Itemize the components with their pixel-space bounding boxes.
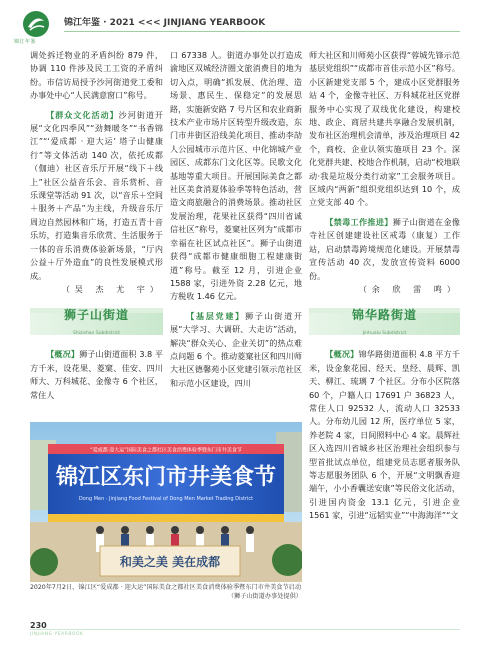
shizishan-banner bbox=[30, 304, 163, 338]
column-1 bbox=[30, 49, 163, 419]
col1-paragraph-1: 调处拆迁物业的矛盾纠纷 879 件，协调 110 件涉及民工工资的矛盾纠纷。市信访局授予沙河街道党工委和办事处中心“人民满意窗口”称号。 bbox=[30, 50, 163, 101]
col3-paragraph-1: 师大社区和川师苑小区获得“蓉城先锋示范基层党组织”“成都市首佳示范小区”称号。小区新建党支部 5 个，建成小区党群服务站 4 个，金像寺社区、万科城花社区党群服务中心实现了双线优化建设，构建校地、政企、商居共建共享融合发展机制，发布社区治理机会清单，涉及治理项目 42 个，商校、企业认领实施项目 23 个。深化党群共建、校地合作机制，启动“校地联动·我是垃圾分类行动家”工会服务项目。区域内“两新”组织党组织达到 10 个，成立党支部 40 个。 bbox=[309, 50, 460, 208]
col3-paragraph-drug bbox=[309, 216, 460, 283]
col3-drug-text: 狮子山街道在金像寺社区创建建设社区戒毒（康复）工作站，启动禁毒跨境规范化建设。开展禁毒宣传活动 40 次，发放宣传资料 6000 份。 bbox=[309, 216, 460, 281]
jinhualu-banner bbox=[309, 304, 460, 338]
running-title: 锦江年鉴 · 2021 <<< JINJIANG YEARBOOK bbox=[64, 18, 266, 28]
event-photo bbox=[30, 422, 302, 582]
col3-byline: （余 欣 雷 鸣） bbox=[358, 283, 460, 294]
section-tag-overview: 【概况】 bbox=[325, 349, 359, 360]
section-tag-culture: 【群众文化活动】 bbox=[46, 109, 119, 120]
caption-text: 2020年7月2日，锦江区“爱成都 · 迎大运”国际美食之都社区美食消费体验季暨东门市井美食节启动 bbox=[30, 584, 302, 591]
caption-credit: （狮子山街道办事处提供） bbox=[227, 593, 302, 600]
arch-top-banner: “爱成都·迎大运”国际美食之都社区美食消费体验季暨东门市井美食节 bbox=[90, 447, 242, 454]
arch-title: 锦江区东门市井美食节 bbox=[55, 465, 277, 490]
col3-overview-text: 锦华路街道面积 4.8 平方千米，设金象花园、经天、皇经、晨辉、凯天、柳江、琉璃 7 个社区。分布小区院落 60 个，户籍人口 17691 户 36823 人，常住人口 92532 人，流动人口 32533 人。分布幼儿园 12 所，医疗单位 5 家，养老院 4 家，日间照料中心 4 家。晨辉社区入选四川省城乡社区治理社会组织参与型首批试点单位，组建党员志愿者服务队等志愿服务团队 6 个，开展“文明飘香迎端午，小小香囊送安康”等民俗文化活动，引进国内资金 13.1 亿元，引进企业 1561 家，引进“远韬实业”“中海海洋”“文 bbox=[309, 349, 460, 521]
festival-stage-illustration bbox=[30, 422, 302, 582]
banner-title: 锦华路街道 bbox=[351, 308, 418, 323]
footer-label: JINJIANG YEARBOOK bbox=[30, 632, 84, 637]
logo-caption: 锦江年鉴 bbox=[14, 39, 37, 45]
col1-paragraph-culture bbox=[30, 109, 163, 283]
yearbook-logo-icon bbox=[22, 10, 50, 38]
col3-paragraph-overview bbox=[309, 348, 460, 522]
col2-paragraph-1: 口 67338 人。街道办事处以打造成渝地区双城经济圈文旅消费目的地为切入点，明确“抓发展、优治理、造场景、惠民生、保稳定”的发展思路，实施新安路 7 号片区和农业商新技术产业市场片区转型升级改造，东门市井街区沿线美化项目、推动李劼人公园城市示范片区、中化锦城产业园区、成都东门文化区等。民歌文化基地等重大项目。开展国际美食之都社区美食消夏体验季等特色活动，营造文商旅融合的消费场景。推动社区发展治理，花果社区获得“四川省诚信社区”称号，菱窠社区列为“成都市幸福在社区试点社区”。狮子山街道获得“成都市健康细胞工程建康街道”称号。截至 12 月，引进企业 1588 家，引进外资 2.28 亿元，地方税收 1.46 亿元。 bbox=[170, 50, 302, 302]
board-slogan: 和美之美 美在成都 bbox=[119, 555, 221, 569]
footer-divider bbox=[30, 629, 460, 630]
col1-byline: （吴 杰 尤 宇） bbox=[61, 283, 163, 294]
column-3 bbox=[309, 49, 460, 624]
section-tag-overview: 【概况】 bbox=[46, 349, 80, 360]
header-divider bbox=[64, 31, 460, 32]
page-number: 230 bbox=[30, 621, 47, 630]
col1-paragraph-overview bbox=[30, 348, 163, 402]
photo-caption bbox=[30, 583, 302, 601]
section-tag-drug: 【禁毒工作推进】 bbox=[325, 216, 393, 227]
col2-paragraph-party bbox=[170, 310, 302, 390]
banner-subtitle: Jinhualu Subdistrict bbox=[362, 331, 407, 337]
banner-title: 狮子山街道 bbox=[63, 308, 130, 323]
arch-english: Dong Men · Jinjiang Food Festival of Dong Men Market Trading District bbox=[78, 496, 254, 502]
section-tag-party: 【基层党建】 bbox=[186, 310, 245, 321]
col2-party-text: 狮子山街道开展“大学习、大调研、大走访”活动，解决“群众关心、企业关切”的热点难点问题 6 个。推动菱窠社区和四川师大社区德馨苑小区党建引领示范社区和示范小区建设，四川 bbox=[170, 310, 302, 388]
column-2 bbox=[170, 49, 302, 419]
page-header bbox=[0, 0, 480, 50]
col1-overview-text: 狮子山街道面积 3.8 平方千米，设花果、菱窠、佳安、四川师大、万科城花、金像寺 6 个社区，常住人 bbox=[30, 349, 163, 400]
banner-subtitle: Shizishan Subdistrict bbox=[73, 331, 120, 337]
col1-culture-text: 沙河街道开展“文化四季风”“劲舞暖冬”“书香锦江”“‘爱成都 · 迎大运’ 塔子山健康行”等文体活动 140 次，依托成都（伽迪）社区音乐厅开展“线下＋线上”社区公益音乐会、音乐赏析、音乐课堂等活动 91 次，以“音乐＋空间＋服务＋产品”为主线，升级音乐厅周边自然园林和广场，打造五青十音乐坊，打造集音乐欣赏、生活服务于一体的音乐消费体验新场景，“厅内公益＋厅外造血”的良性发展模式形成。 bbox=[30, 109, 163, 281]
